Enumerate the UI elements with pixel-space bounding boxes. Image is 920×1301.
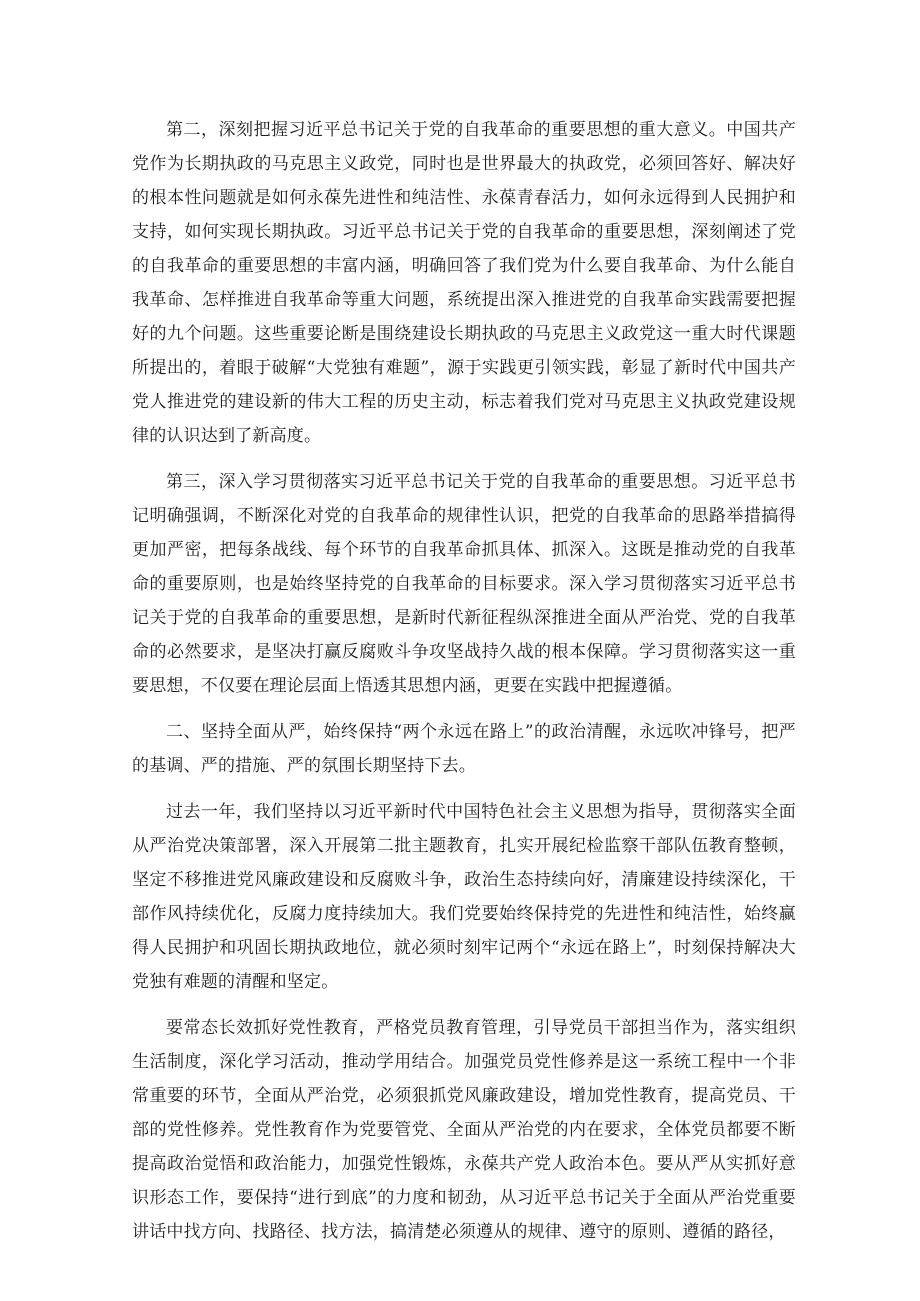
paragraph-party-education: 要常态长效抓好党性教育，严格党员教育管理，引导党员干部担当作为，落实组织生活制度，深化学习活动，推动学用结合。加强党员党性修养是这一系统工程中一个非常重要的环节，全面从严治党，必须狠抓党风廉政建设，增加党性教育，提高党员、干部的党性修养。党性教育作为党要管党、全面从严治党的内在要求，全体党员都要不断提高政治觉悟和政治能力，加强党性锻炼，永葆共产党人政治本色。要从严从实抓好意识形态工作，要保持“进行到底”的力度和韧劲，从习近平总书记关于全面从严治党重要讲话中找方向、找路径、找方法，搞清楚必须遵从的规律、遵守的原则、遵循的路径， <box>132 1018 796 1242</box>
paragraph-implementation: 第三，深入学习贯彻落实习近平总书记关于党的自我革命的重要思想。习近平总书记明确强调，不断深化对党的自我革命的规律性认识，把党的自我革命的思路举措搞得更加严密，把每条战线、每个环节的自我革命抓具体、抓深入。这既是推动党的自我革命的重要原则，也是始终坚持党的自我革命的目标要求。深入学习贯彻落实习近平总书记关于党的自我革命的重要思想，是新时代新征程纵深推进全面从严治党、党的自我革命的必然要求，是坚决打赢反腐败斗争攻坚战持久战的根本保障。学习贯彻落实这一重要思想，不仅要在理论层面上悟透其思想内涵，更要在实践中把握遵循。 <box>132 472 796 696</box>
document-body <box>132 113 796 1261</box>
paragraph-past-year: 过去一年，我们坚持以习近平新时代中国特色社会主义思想为指导，贯彻落实全面从严治党决策部署，深入开展第二批主题教育，扎实开展纪检监察干部队伍教育整顿，坚定不移推进党风廉政建设和反腐败斗争，政治生态持续向好，清廉建设持续深化，干部作风持续优化，反腐力度持续加大。我们党要始终保持党的先进性和纯洁性，始终赢得人民拥护和巩固长期执政地位，就必须时刻牢记两个“永远在路上”，时刻保持解决大党独有难题的清醒和坚定。 <box>132 802 796 992</box>
section-heading-strict-governance: 二、坚持全面从严，始终保持“两个永远在路上”的政治清醒，永远吹冲锋号，把严的基调、严的措施、严的氛围长期坚持下去。 <box>132 722 796 776</box>
paragraph-significance: 第二，深刻把握习近平总书记关于党的自我革命的重要思想的重大意义。中国共产党作为长期执政的马克思主义政党，同时也是世界最大的执政党，必须回答好、解决好的根本性问题就是如何永葆先进性和纯洁性、永葆青春活力，如何永远得到人民拥护和支持，如何实现长期执政。习近平总书记关于党的自我革命的重要思想，深刻阐述了党的自我革命的重要思想的丰富内涵，明确回答了我们党为什么要自我革命、为什么能自我革命、怎样推进自我革命等重大问题，系统提出深入推进党的自我革命实践需要把握好的九个问题。这些重要论断是围绕建设长期执政的马克思主义政党这一重大时代课题所提出的，着眼于破解“大党独有难题”，源于实践更引领实践，彰显了新时代中国共产党人推进党的建设新的伟大工程的历史主动，标志着我们党对马克思主义执政党建设规律的认识达到了新高度。 <box>132 120 796 446</box>
